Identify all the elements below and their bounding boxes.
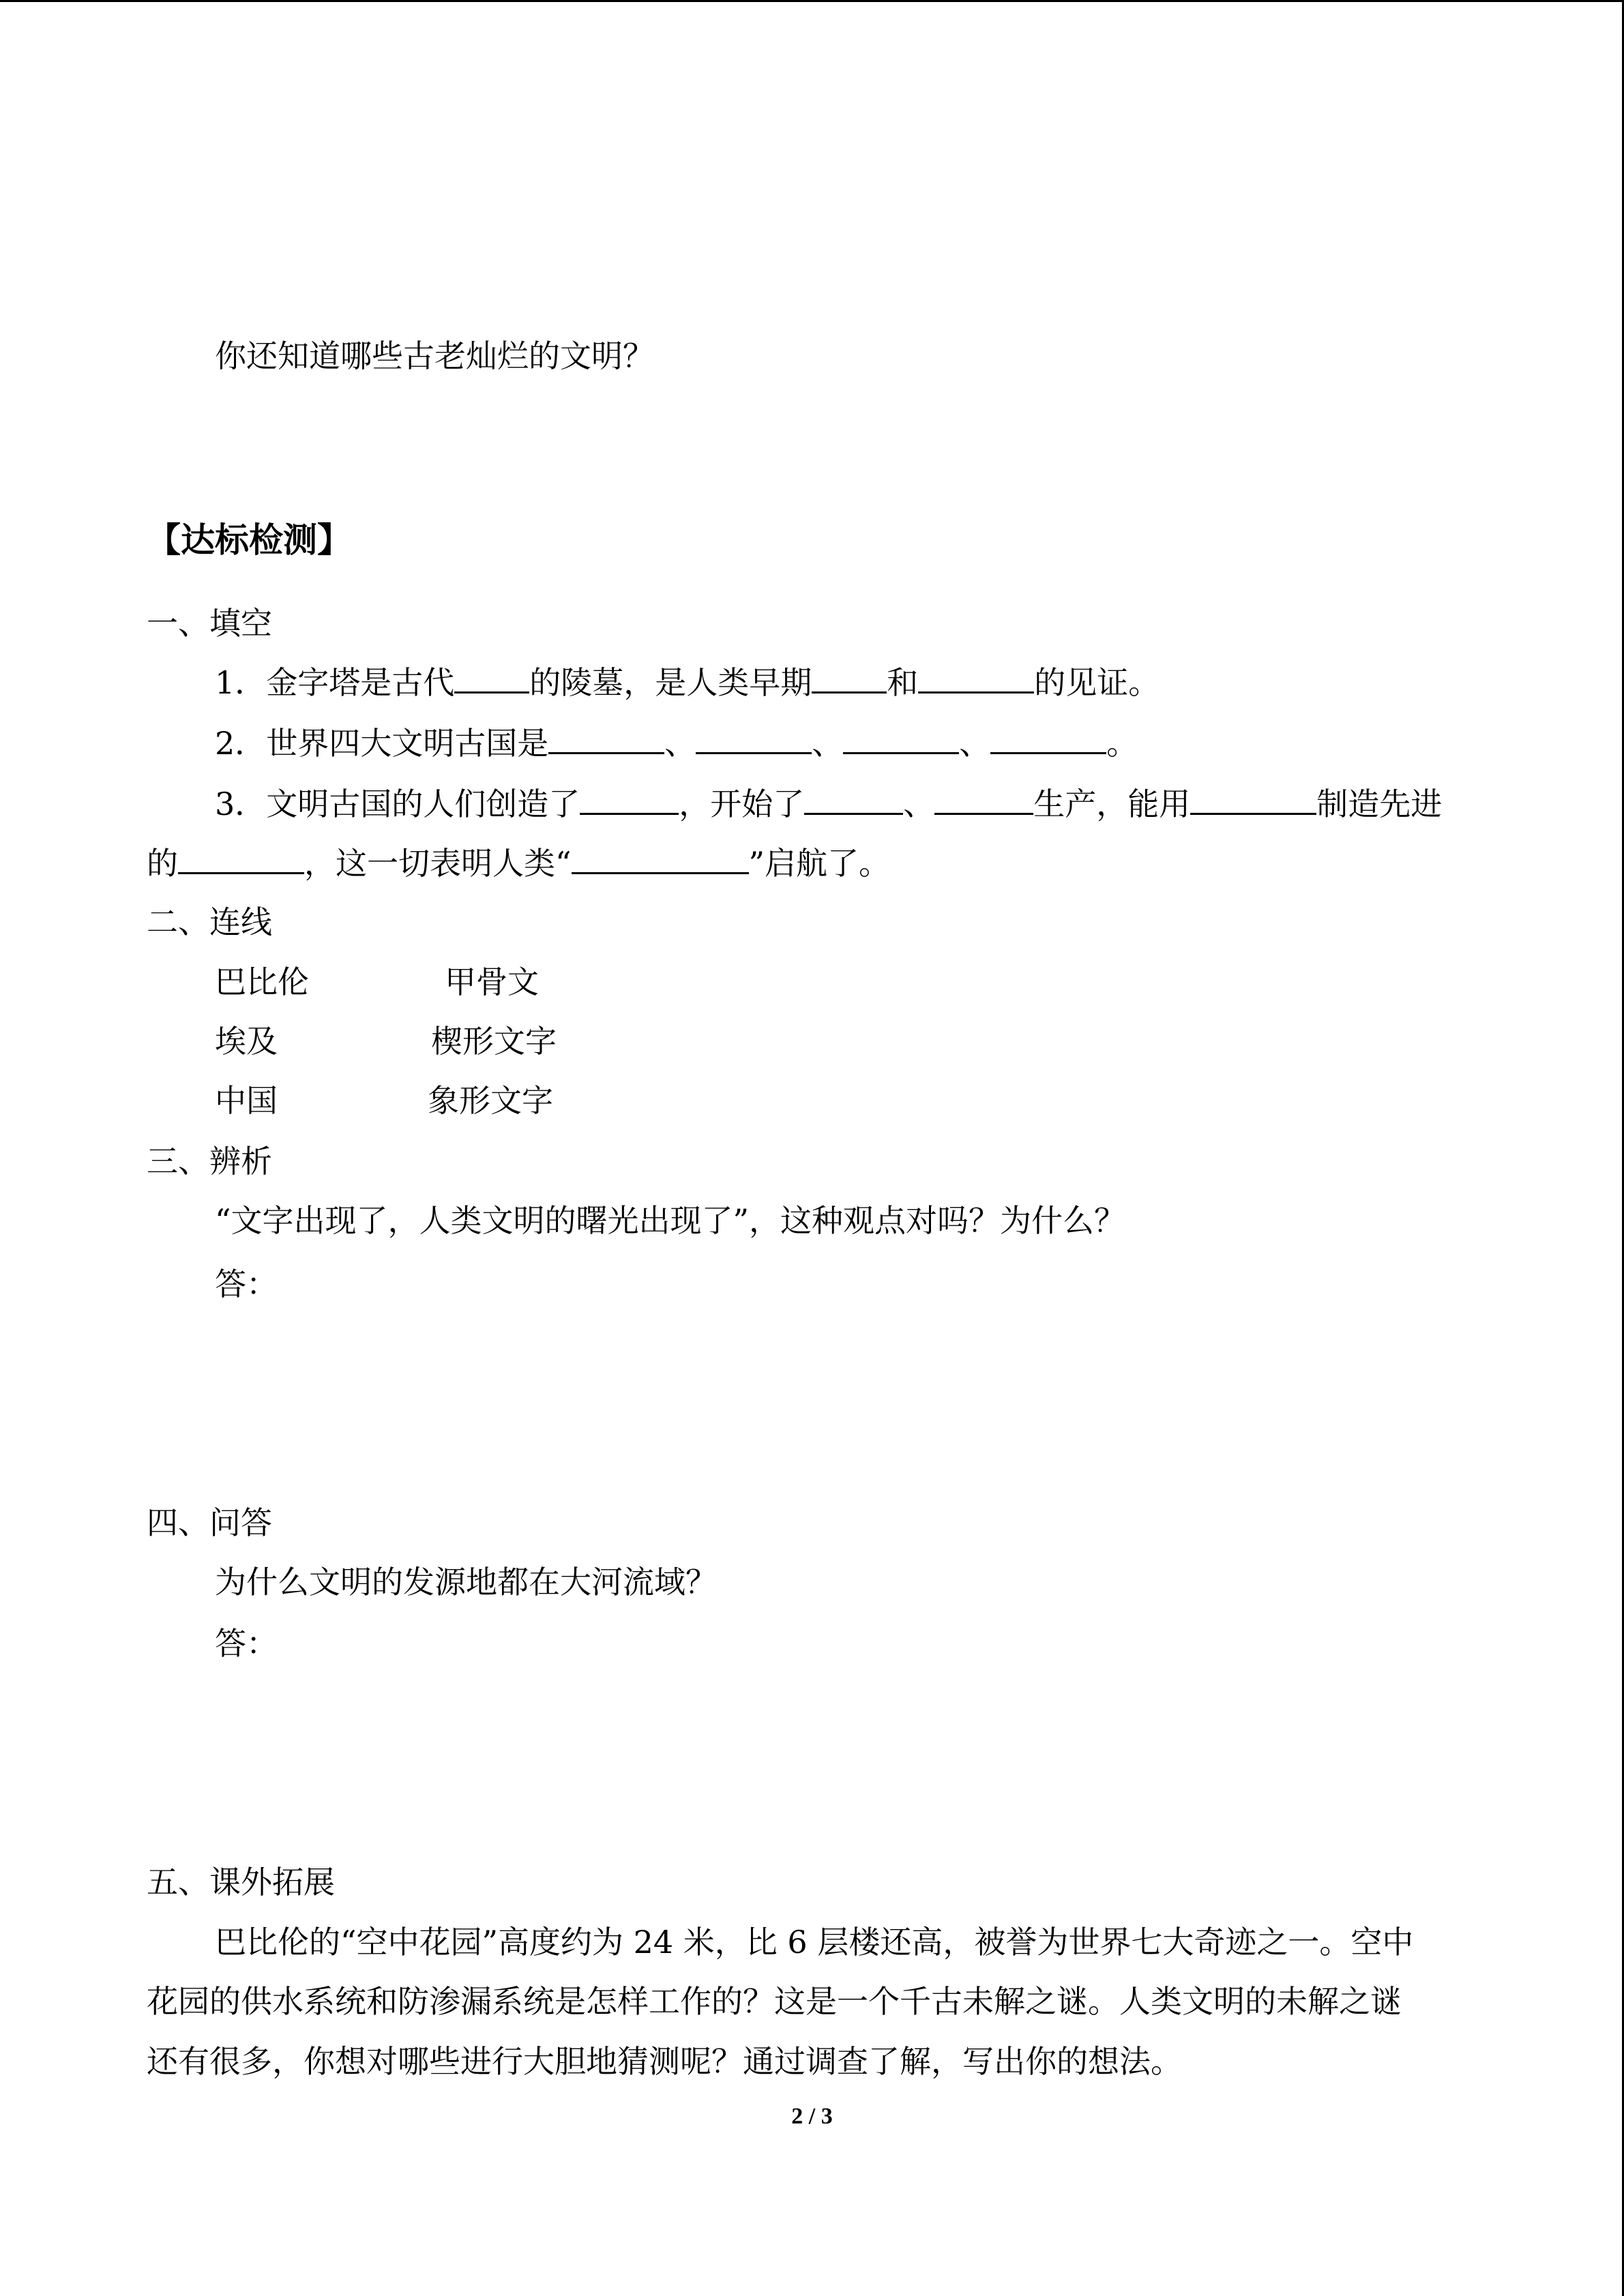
q3-blank-1[interactable] — [580, 783, 679, 815]
part5-line-3: 还有很多，你想对哪些进行大胆地猜测呢？通过调查了解，写出你的想法。 — [147, 2043, 1182, 2080]
q2-blank-1[interactable] — [548, 722, 664, 754]
part4-heading: 四、问答 — [147, 1504, 272, 1541]
q3b-text-2: ，这一切表明人类“ — [304, 845, 572, 882]
q2-end: 。 — [1106, 725, 1138, 762]
match-left-2[interactable]: 埃及 — [215, 1023, 278, 1060]
q1-blank-3[interactable] — [918, 661, 1034, 694]
part3-answer-label: 答： — [215, 1266, 278, 1302]
part1-heading: 一、填空 — [147, 605, 272, 642]
match-left-3[interactable]: 中国 — [215, 1082, 278, 1119]
q3-blank-4[interactable] — [1190, 783, 1316, 815]
fill-question-3-continued — [147, 842, 890, 884]
match-right-1[interactable]: 甲骨文 — [445, 964, 539, 1000]
q1-blank-1[interactable] — [454, 661, 529, 694]
q3-blank-5[interactable] — [178, 842, 304, 874]
q3-blank-2[interactable] — [804, 783, 903, 815]
q3-text-2: ，开始了 — [679, 786, 805, 822]
section-title: 【达标检测】 — [147, 520, 351, 560]
q3b-text-1: 的 — [147, 845, 178, 882]
q2-sep-1: 、 — [664, 725, 696, 762]
part3-question: “文字出现了，人类文明的曙光出现了”，这种观点对吗？为什么？ — [215, 1202, 1126, 1239]
q3b-text-3: ”启航了。 — [748, 845, 891, 882]
q2-sep-2: 、 — [812, 725, 844, 762]
part5-line-1: 巴比伦的“空中花园”高度约为 24 米，比 6 层楼还高，被誉为世界七大奇迹之一。空中 — [215, 1924, 1414, 1960]
fill-question-2 — [215, 722, 1138, 764]
q3-text-4: 生产，能用 — [1033, 786, 1191, 822]
q1-text-1: 1．金字塔是古代 — [215, 664, 455, 701]
intro-question: 你还知道哪些古老灿烂的文明？ — [215, 338, 654, 374]
q2-sep-3: 、 — [959, 725, 991, 762]
page-border-top — [0, 0, 1624, 2]
q1-text-3: 和 — [887, 664, 919, 701]
q3-blank-6[interactable] — [572, 842, 749, 874]
part4-answer-label: 答： — [215, 1625, 278, 1662]
part3-heading: 三、辨析 — [147, 1143, 272, 1180]
part2-heading: 二、连线 — [147, 904, 272, 940]
page-number: 2 / 3 — [791, 2104, 833, 2129]
match-right-3[interactable]: 象形文字 — [428, 1082, 553, 1119]
q1-blank-2[interactable] — [812, 661, 887, 694]
part4-question: 为什么文明的发源地都在大河流域？ — [215, 1564, 717, 1600]
match-right-2[interactable]: 楔形文字 — [431, 1023, 557, 1060]
q2-blank-3[interactable] — [843, 722, 959, 754]
q2-blank-2[interactable] — [696, 722, 812, 754]
match-left-1[interactable]: 巴比伦 — [215, 964, 309, 1000]
q3-text-1: 3．文明古国的人们创造了 — [215, 786, 580, 822]
fill-question-3 — [215, 783, 1442, 824]
part5-line-2: 花园的供水系统和防渗漏系统是怎样工作的？这是一个千古未解之谜。人类文明的未解之谜 — [147, 1983, 1402, 2020]
fill-question-1 — [215, 661, 1160, 703]
q2-text-1: 2．世界四大文明古国是 — [215, 725, 549, 762]
q3-blank-3[interactable] — [934, 783, 1033, 815]
q1-text-2: 的陵墓，是人类早期 — [529, 664, 812, 701]
q1-text-4: 的见证。 — [1034, 664, 1160, 701]
part5-heading: 五、课外拓展 — [147, 1864, 335, 1900]
q2-blank-4[interactable] — [990, 722, 1106, 754]
q3-text-3: 、 — [903, 786, 935, 822]
q3-text-5: 制造先进 — [1316, 786, 1443, 822]
